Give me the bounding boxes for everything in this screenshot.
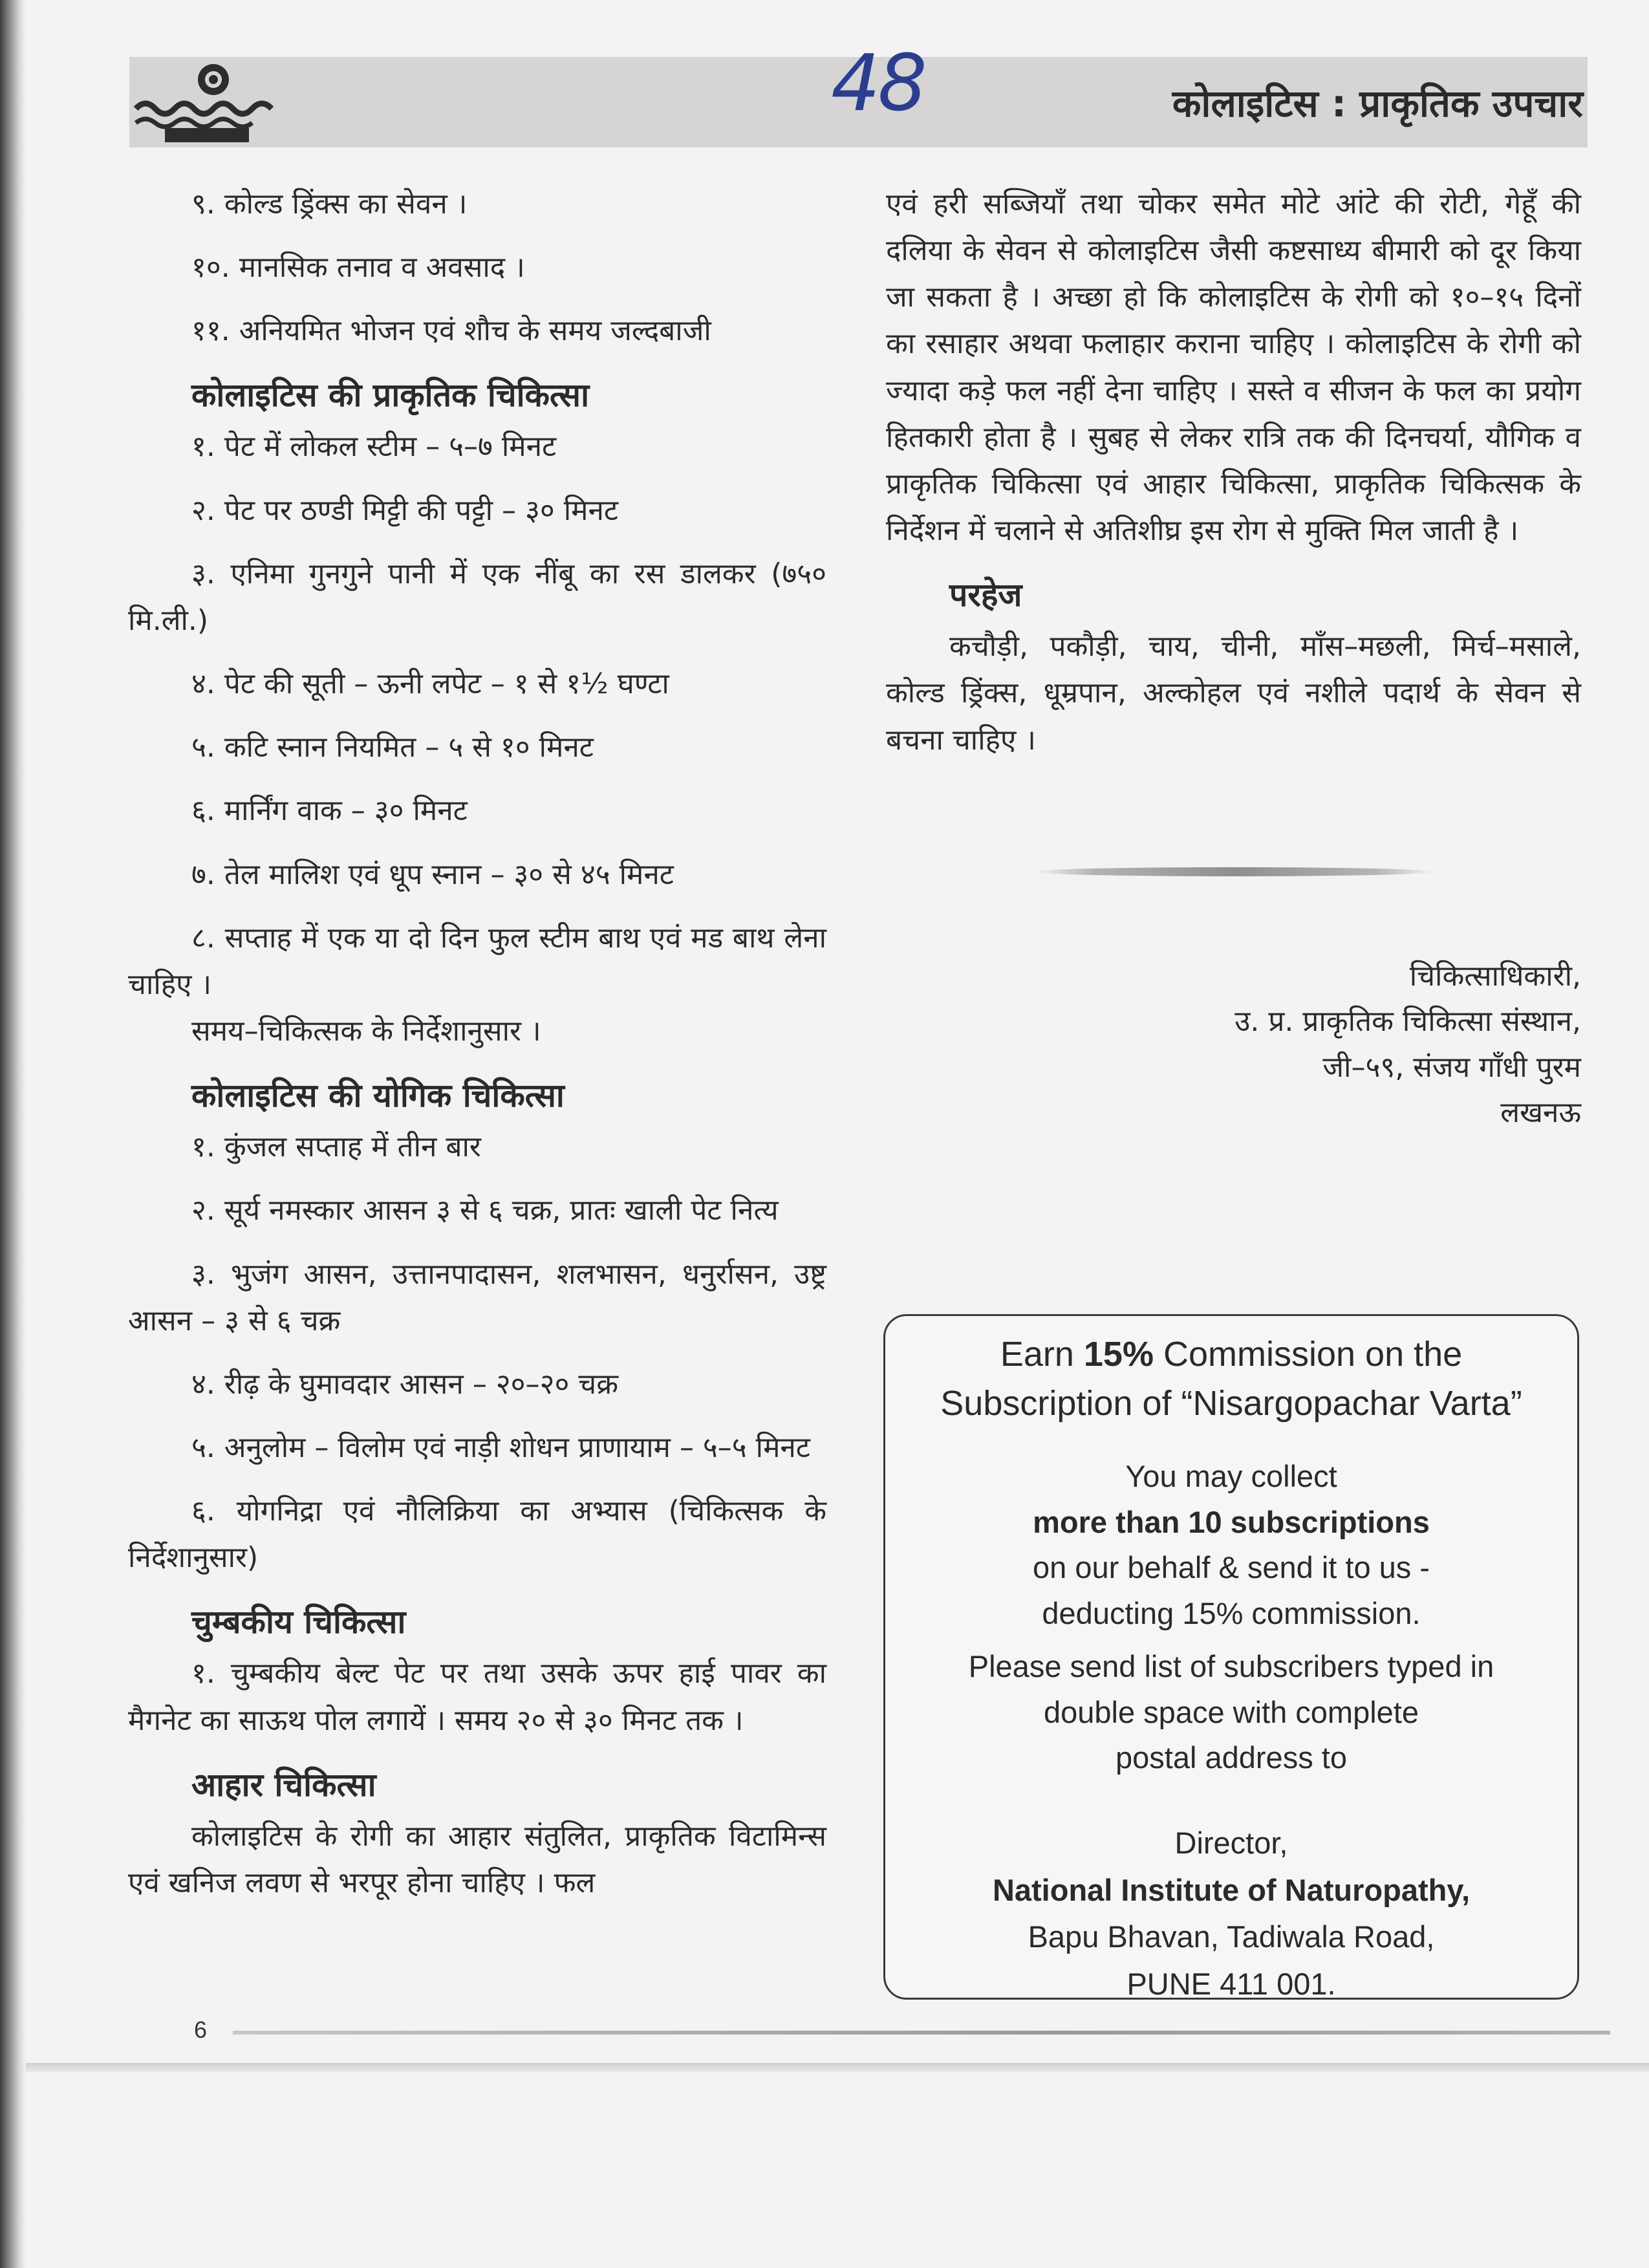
list-item: १०. मानसिक तनाव व अवसाद । xyxy=(191,251,525,285)
ad-body xyxy=(885,1454,1577,1781)
section-heading-yogic-therapy: कोलाइटिस की योगिक चिकित्सा xyxy=(191,1077,565,1115)
subscription-ad-box xyxy=(883,1314,1579,2000)
ad-headline-post: Commission on the xyxy=(1153,1335,1463,1374)
list-item: ३. एनिमा गुनगुने पानी में एक नींबू का रस डालकर (७५० मि.ली.) xyxy=(128,557,826,637)
list-item: ७. तेल मालिश एवं धूप स्नान – ३० से ४५ मिनट xyxy=(191,858,674,891)
list-item: ४. पेट की सूती – ऊनी लपेट – १ से १½ घण्टा xyxy=(191,667,669,701)
ad-address-line: Bapu Bhavan, Tadiwala Road, xyxy=(1028,1919,1435,1954)
diet-paragraph-continued: एवं हरी सब्जियाँ तथा चोकर समेत मोटे आंटे की रोटी, गेहूँ की दलिया के सेवन से कोलाइटिस जैसी कष्टसाध्य बीमारी को दूर किया जा सकता है । अच्छा हो कि कोलाइटिस के रोगी को १०–१५ दिनों का रसाहार अथवा फलाहार कराना चाहिए । कोलाइटिस के रोगी को ज्यादा कड़े फल नहीं देना चाहिए । सस्ते व सीजन के फल का प्रयोग हितकारी होता है । सुबह से लेकर रात्रि तक की दिनचर्या, यौगिक व प्राकृतिक चिकित्सा एवं आहार चिकित्सा, प्राकृतिक चिकित्सक के निर्देशन में चलाने से अतिशीघ्र इस रोग से मुक्ति मिल जाती है । xyxy=(886,188,1581,548)
ad-body-line: You may collect xyxy=(1125,1459,1337,1494)
list-item: ९. कोल्ड ड्रिंक्स का सेवन । xyxy=(191,188,468,221)
list-item: १. कुंजल सप्ताह में तीन बार xyxy=(191,1130,481,1164)
ad-address-line: National Institute of Naturopathy, xyxy=(992,1872,1471,1907)
ad-headline-pre: Earn xyxy=(1000,1335,1084,1374)
ad-headline xyxy=(885,1330,1577,1428)
ad-headline-percent: 15% xyxy=(1083,1335,1154,1374)
list-item: २. पेट पर ठण्डी मिट्टी की पट्टी – ३० मिनट xyxy=(191,493,619,527)
section-heading-diet-therapy: आहार चिकित्सा xyxy=(191,1766,376,1804)
timing-note: समय–चिकित्सक के निर्देशानुसार । xyxy=(191,1015,541,1048)
list-item: ५. अनुलोम – विलोम एवं नाड़ी शोधन प्राणायाम – ५–५ मिनट xyxy=(191,1431,810,1464)
list-item: १. चुम्बकीय बेल्ट पेट पर तथा उसके ऊपर हाई पावर का मैगनेट का साऊथ पोल लगायें । समय २० से ३० मिनट तक । xyxy=(128,1657,826,1737)
parhej-paragraph: कचौड़ी, पकौड़ी, चाय, चीनी, माँस–मछली, मिर्च–मसाले, कोल्ड ड्रिंक्स, धूम्रपान, अल्कोहल एवं नशीले पदार्थ के सेवन से बचना चाहिए । xyxy=(886,630,1581,757)
list-item: ८. सप्ताह में एक या दो दिन फुल स्टीम बाथ एवं मड बाथ लेना चाहिए । xyxy=(128,921,826,1001)
ad-body-line: deducting 15% commission. xyxy=(1042,1595,1421,1630)
ad-body-line: Please send list of subscribers typed in xyxy=(968,1649,1494,1684)
left-column xyxy=(128,181,826,1906)
section-heading-natural-therapy: कोलाइटिस की प्राकृतिक चिकित्सा xyxy=(191,376,590,415)
list-item: २. सूर्य नमस्कार आसन ३ से ६ चक्र, प्रातः खाली पेट नित्य xyxy=(191,1194,779,1227)
list-item: ३. भुजंग आसन, उत्तानपादासन, शलभासन, धनुर्रासन, उष्ट्र आसन – ३ से ६ चक्र xyxy=(128,1257,826,1337)
section-heading-magnetic-therapy: चुम्बकीय चिकित्सा xyxy=(191,1603,406,1641)
signature-line: उ. प्र. प्राकृतिक चिकित्सा संस्थान, xyxy=(1234,1005,1581,1039)
footer-rule xyxy=(233,2031,1610,2035)
right-column xyxy=(886,181,1581,1136)
handwritten-page-number: 48 xyxy=(831,39,925,129)
ad-address xyxy=(885,1820,1577,2008)
ad-address-line: PUNE 411 001. xyxy=(1126,1967,1336,2002)
ad-address-line: Director, xyxy=(1174,1825,1288,1860)
ad-body-line: double space with complete xyxy=(1043,1694,1419,1729)
signature-line: लखनऊ xyxy=(1500,1096,1581,1129)
list-item: ६. योगनिद्रा एवं नौलिक्रिया का अभ्यास (चिकित्सक के निर्देशानुसार) xyxy=(128,1495,826,1575)
publication-logo-icon xyxy=(133,58,288,146)
list-item: ५. कटि स्नान नियमित – ५ से १० मिनट xyxy=(191,731,594,764)
list-item: १. पेट में लोकल स्टीम – ५–७ मिनट xyxy=(191,430,557,464)
ad-headline-line2: Subscription of “Nisargopachar Varta” xyxy=(940,1383,1522,1423)
ad-body-line: more than 10 subscriptions xyxy=(1033,1504,1430,1539)
signature-line: चिकित्साधिकारी, xyxy=(1409,959,1581,993)
ornamental-divider xyxy=(1033,867,1434,876)
page-title: कोलाइटिस : प्राकृतिक उपचार xyxy=(1172,81,1583,125)
page-number: 6 xyxy=(194,2016,208,2043)
ad-body-line: postal address to xyxy=(1116,1740,1347,1775)
section-heading-parhej: परहेज xyxy=(949,576,1022,614)
ad-body-line: on our behalf & send it to us - xyxy=(1033,1550,1430,1585)
diet-paragraph: कोलाइटिस के रोगी का आहार संतुलित, प्राकृतिक विटामिन्स एवं खनिज लवण से भरपूर होना चाहिए । फल xyxy=(128,1819,826,1899)
list-item: ६. मार्निंग वाक – ३० मिनट xyxy=(191,794,468,828)
author-signature xyxy=(886,954,1581,1136)
list-item: ११. अनियमित भोजन एवं शौच के समय जल्दबाजी xyxy=(191,314,711,348)
signature-line: जी–५९, संजय गाँधी पुरम xyxy=(1322,1050,1581,1084)
page-binding-shadow xyxy=(0,0,26,2268)
list-item: ४. रीढ़ के घुमावदार आसन – २०–२० चक्र xyxy=(191,1367,619,1401)
page-bottom-edge xyxy=(26,2063,1649,2072)
